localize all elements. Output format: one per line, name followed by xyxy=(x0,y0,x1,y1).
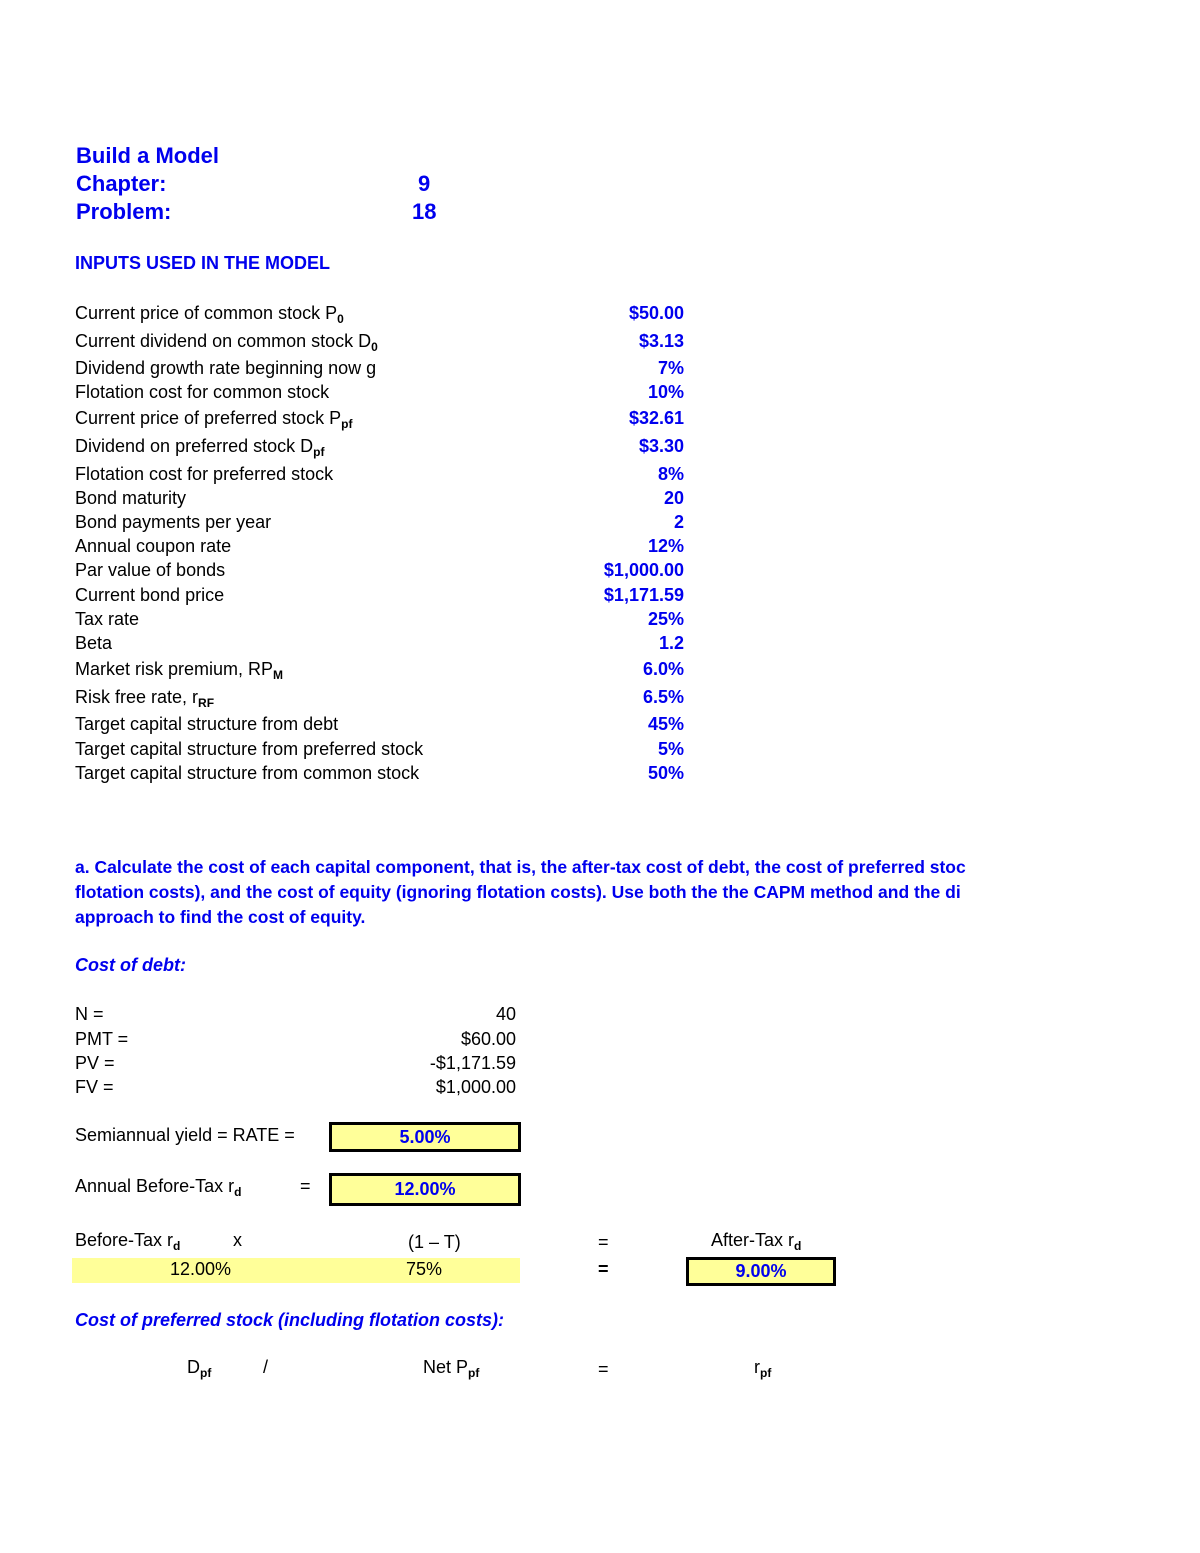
annual-before-tax-cell[interactable] xyxy=(329,1173,521,1206)
problem-label: Problem: xyxy=(76,199,172,224)
pv-label: PV = xyxy=(75,1053,115,1073)
input-label: Bond maturity xyxy=(75,488,187,508)
input-value[interactable]: 12% xyxy=(647,536,684,556)
pv-value: -$1,171.59 xyxy=(429,1053,516,1073)
input-value[interactable]: 6.5% xyxy=(642,687,684,707)
chapter-label: Chapter: xyxy=(76,171,167,196)
input-value[interactable]: 45% xyxy=(647,714,684,734)
question-line-1: a. Calculate the cost of each capital component, that is, the after-tax cost of debt, the cost of preferred stoc xyxy=(75,857,966,877)
chapter-value: 9 xyxy=(418,171,431,196)
after-tax-header: After-Tax $r_d$ xyxy=(711,1230,802,1253)
input-label: Target capital structure from preferred stock xyxy=(75,739,424,759)
input-value[interactable]: $50.00 xyxy=(628,303,684,323)
input-value[interactable]: $3.30 xyxy=(638,436,684,456)
after-tax-value: 9.00% xyxy=(735,1261,787,1281)
input-label: Annual coupon rate xyxy=(75,536,232,556)
input-value[interactable]: 8% xyxy=(657,464,684,484)
input-value[interactable]: $1,000.00 xyxy=(603,560,684,580)
semiannual-yield-value: 5.00% xyxy=(399,1127,451,1147)
input-value[interactable]: $3.13 xyxy=(638,331,684,351)
cost-of-debt-title: Cost of debt: xyxy=(75,955,186,975)
fv-value: $1,000.00 xyxy=(435,1077,516,1097)
before-tax-value[interactable]: 12.00% xyxy=(170,1259,232,1279)
input-label: Dividend on preferred stock $D_{pf}$ xyxy=(75,436,325,459)
question-line-2: flotation costs), and the cost of equity (ignoring flotation costs). Use both the the CAPM method and the di xyxy=(75,882,961,902)
net-ppf-header: Net $P_{pf}$ xyxy=(423,1357,480,1380)
input-value[interactable]: 2 xyxy=(673,512,684,532)
input-label: Risk free rate, $r_{RF}$ xyxy=(75,687,215,710)
problem-value: 18 xyxy=(412,199,437,224)
input-label: Current price of preferred stock $P_{pf}$ xyxy=(75,408,353,431)
one-minus-t-value[interactable]: 75% xyxy=(406,1259,443,1279)
n-value: 40 xyxy=(495,1004,516,1024)
annual-equals: = xyxy=(300,1176,311,1196)
input-value[interactable]: $32.61 xyxy=(628,408,684,428)
times-sign: x xyxy=(233,1230,242,1250)
pmt-label: PMT = xyxy=(75,1029,129,1049)
fv-label: FV = xyxy=(75,1077,114,1097)
rpf-header: $r_{pf}$ xyxy=(754,1357,772,1380)
model-title: Build a Model xyxy=(76,143,219,168)
input-label: Target capital structure from debt xyxy=(75,714,339,734)
input-value[interactable]: 25% xyxy=(647,609,684,629)
input-label: Current bond price xyxy=(75,585,225,605)
n-label: N = xyxy=(75,1004,104,1024)
input-label: Market risk premium, $RP_M$ xyxy=(75,659,284,682)
input-label: Flotation cost for common stock xyxy=(75,382,330,402)
pmt-value: $60.00 xyxy=(460,1029,516,1049)
cost-of-preferred-title: Cost of preferred stock (including flotation costs): xyxy=(75,1310,505,1330)
annual-before-tax-label: Annual Before-Tax $r_d$ xyxy=(75,1176,242,1199)
input-value[interactable]: 1.2 xyxy=(658,633,684,653)
input-label: Bond payments per year xyxy=(75,512,272,532)
input-label: Current dividend on common stock $D_0$ xyxy=(75,331,378,354)
annual-before-tax-value: 12.00% xyxy=(394,1179,456,1199)
input-value[interactable]: 5% xyxy=(657,739,684,759)
divide-sign: / xyxy=(263,1357,269,1377)
question-line-3: approach to find the cost of equity. xyxy=(75,907,366,927)
inputs-section-title: INPUTS USED IN THE MODEL xyxy=(75,253,331,273)
semiannual-yield-label: Semiannual yield = RATE = xyxy=(75,1125,295,1145)
input-label: Current price of common stock $P_0$ xyxy=(75,303,344,326)
before-tax-header: Before-Tax $r_d$ xyxy=(75,1230,181,1253)
after-tax-cell[interactable] xyxy=(686,1257,836,1286)
input-value[interactable]: 7% xyxy=(657,358,684,378)
input-value[interactable]: 6.0% xyxy=(642,659,684,679)
preferred-equals: = xyxy=(598,1359,609,1379)
input-label: Tax rate xyxy=(75,609,140,629)
semiannual-yield-cell[interactable] xyxy=(329,1122,521,1152)
input-value[interactable]: 20 xyxy=(663,488,684,508)
input-label: Dividend growth rate beginning now g xyxy=(75,358,377,378)
input-label: Par value of bonds xyxy=(75,560,226,580)
input-value[interactable]: 10% xyxy=(647,382,684,402)
input-label: Flotation cost for preferred stock xyxy=(75,464,334,484)
input-value[interactable]: 50% xyxy=(647,763,684,783)
input-label: Beta xyxy=(75,633,113,653)
dpf-header: $D_{pf}$ xyxy=(187,1357,212,1380)
input-value[interactable]: $1,171.59 xyxy=(603,585,684,605)
calc-yellow-row xyxy=(72,1258,520,1283)
one-minus-t-header: (1 – T) xyxy=(408,1232,461,1252)
input-label: Target capital structure from common stock xyxy=(75,763,420,783)
equals-header: = xyxy=(598,1232,609,1252)
equals-value: = xyxy=(598,1259,609,1279)
